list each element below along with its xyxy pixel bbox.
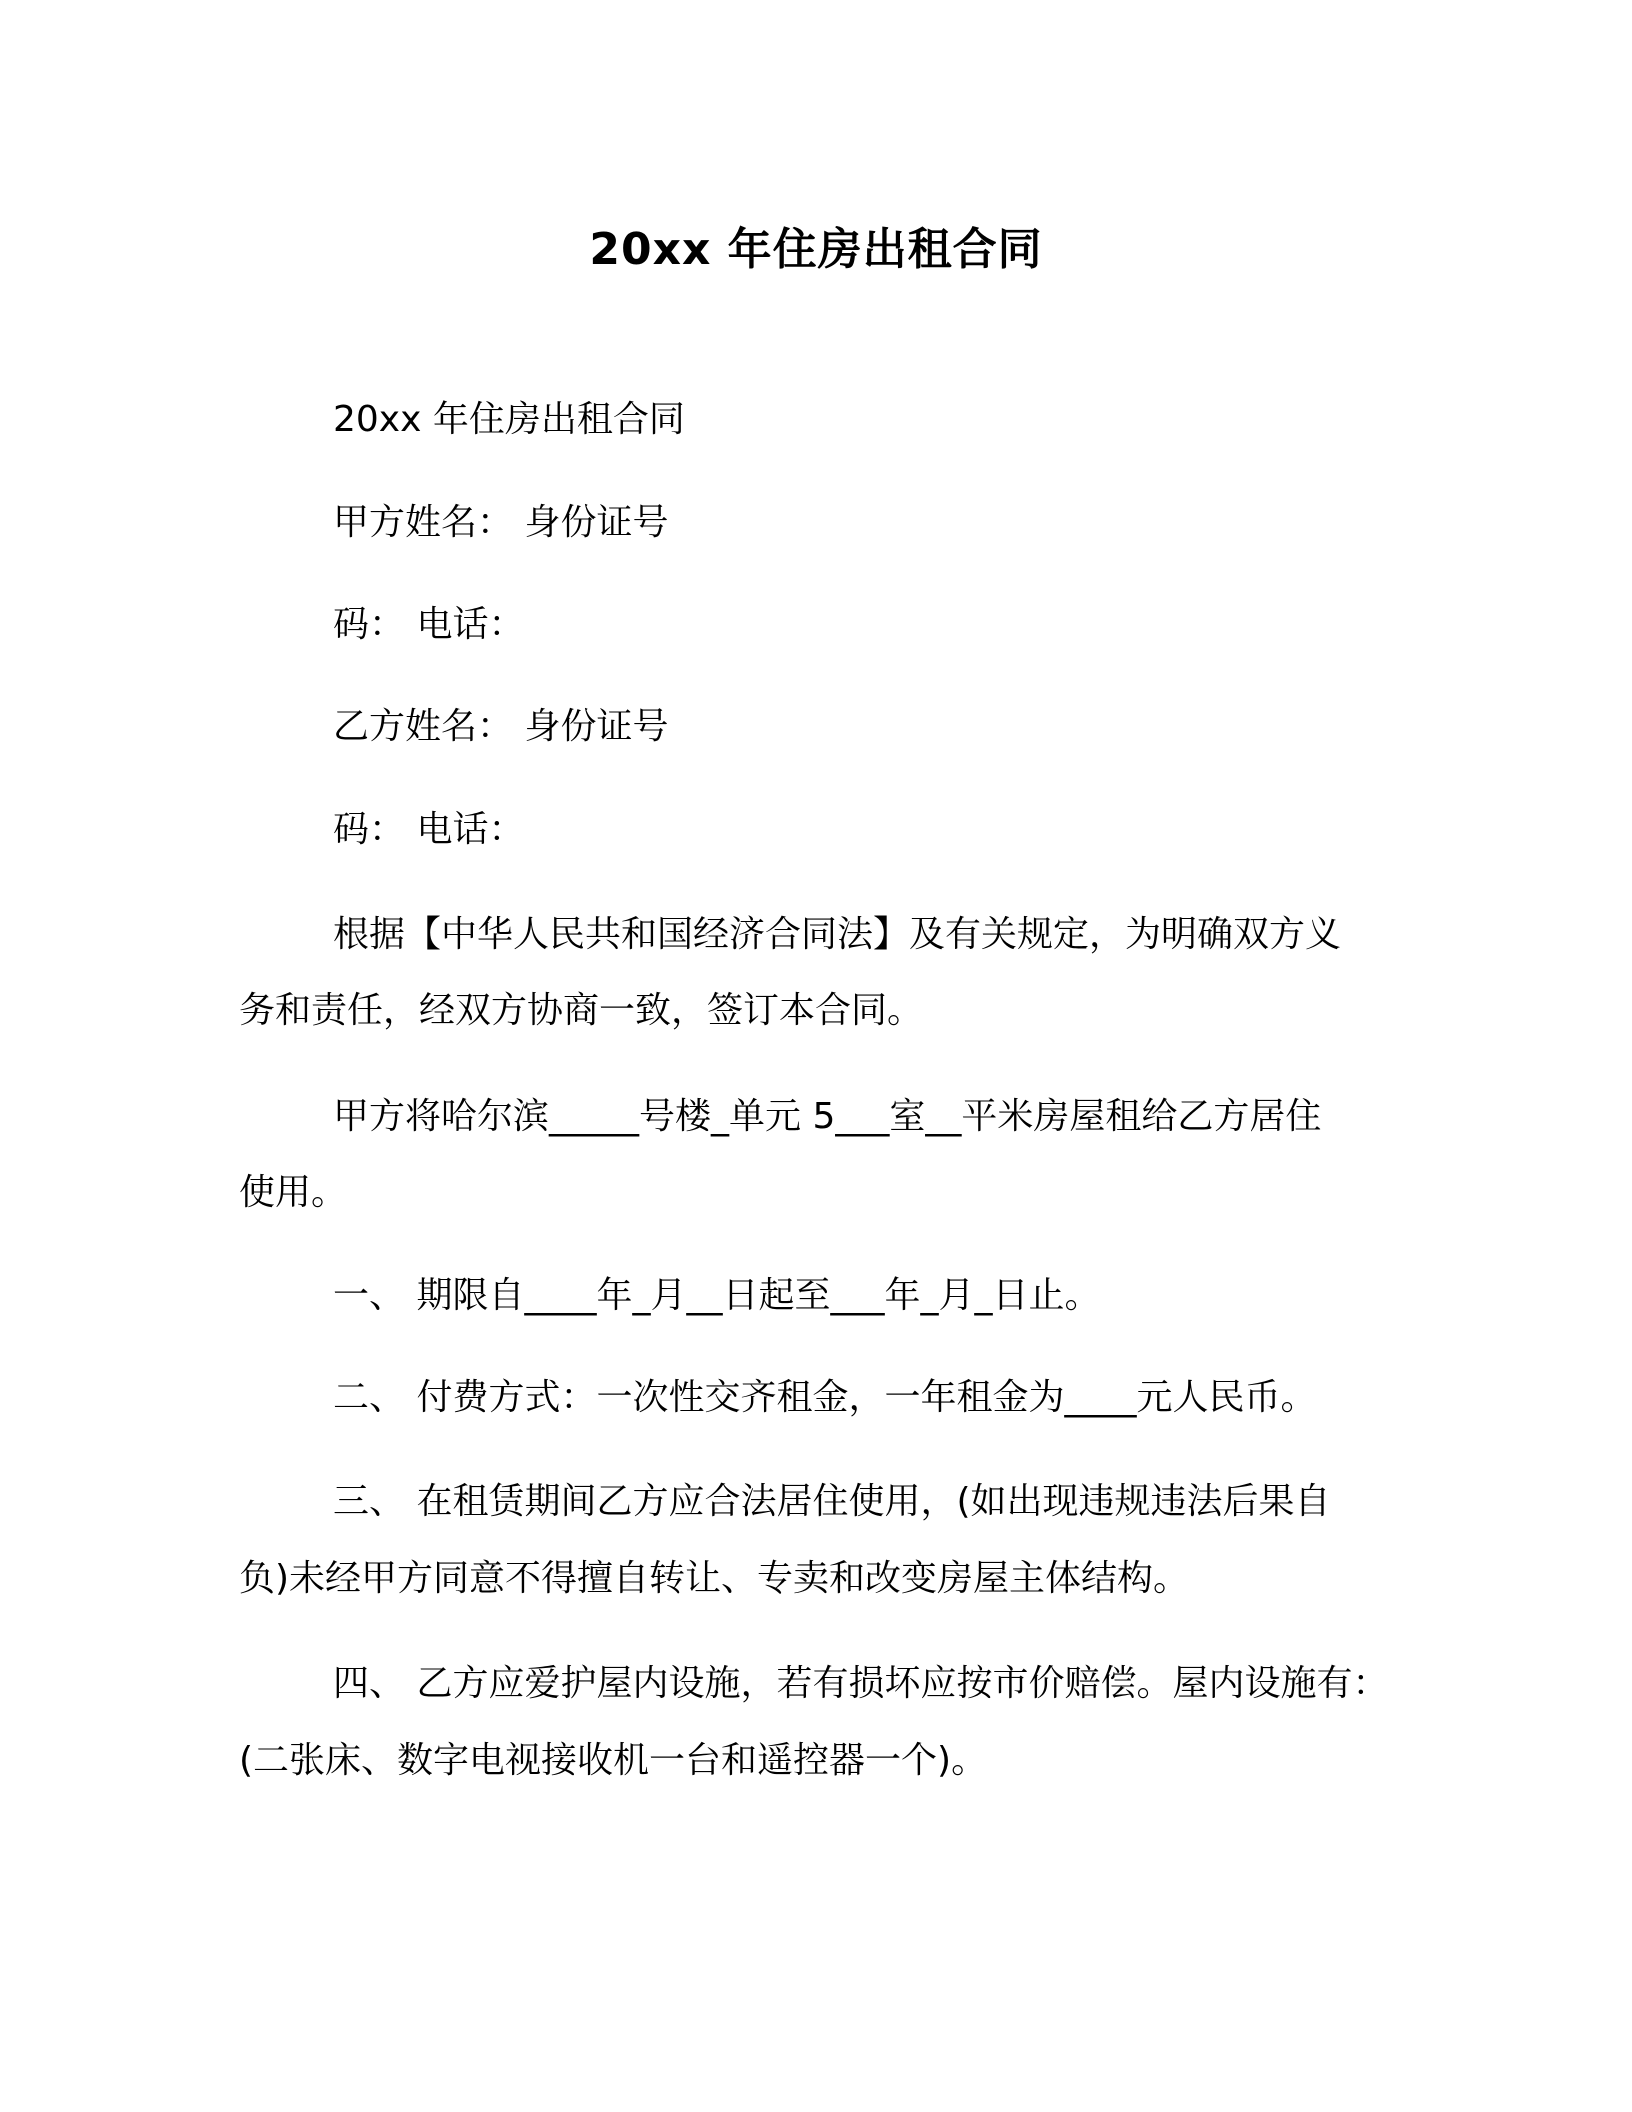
party-a-name-line: 甲方姓名： 身份证号 bbox=[333, 502, 669, 543]
party-b-name-line: 乙方姓名： 身份证号 bbox=[333, 706, 669, 747]
document-subtitle: 20xx 年住房出租合同 bbox=[333, 399, 685, 440]
basis-paragraph-line-1: 根据【中华人民共和国经济合同法】及有关规定，为明确双方义 bbox=[333, 914, 1342, 955]
property-paragraph-line-2: 使用。 bbox=[239, 1172, 348, 1213]
party-b-contact-line: 码： 电话： bbox=[333, 809, 525, 850]
clause-facilities-line-1: 四、 乙方应爱护屋内设施，若有损坏应按市价赔偿。屋内设施有： bbox=[333, 1663, 1389, 1704]
basis-paragraph-line-2: 务和责任，经双方协商一致，签订本合同。 bbox=[239, 990, 924, 1031]
party-a-contact-line: 码： 电话： bbox=[333, 604, 525, 645]
clause-usage-line-2: 负)未经甲方同意不得擅自转让、专卖和改变房屋主体结构。 bbox=[239, 1558, 1190, 1599]
clause-usage-line-1: 三、 在租赁期间乙方应合法居住使用，(如出现违规违法后果自 bbox=[333, 1481, 1331, 1522]
document-title: 20xx 年住房出租合同 bbox=[589, 224, 1043, 275]
clause-term: 一、 期限自____年_月__日起至___年_月_日止。 bbox=[333, 1275, 1101, 1316]
clause-facilities-line-2: (二张床、数字电视接收机一台和遥控器一个)。 bbox=[239, 1740, 988, 1781]
property-paragraph-line-1: 甲方将哈尔滨_____号楼_单元 5___室__平米房屋租给乙方居住 bbox=[333, 1096, 1322, 1137]
clause-payment: 二、 付费方式：一次性交齐租金，一年租金为____元人民币。 bbox=[333, 1377, 1317, 1418]
